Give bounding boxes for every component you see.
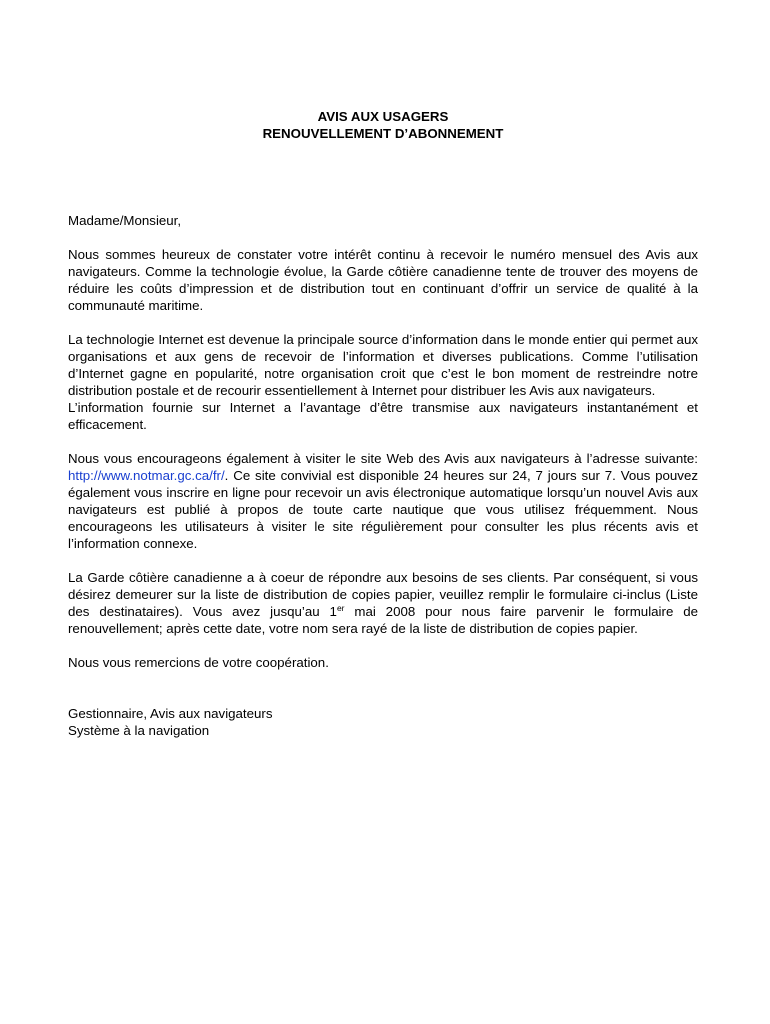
signature-department: Système à la navigation [68,723,210,738]
greeting: Madame/Monsieur, [68,213,182,228]
renewal-text-before: La Garde côtière canadienne a à coeur de répondre aux besoins de ses clients. Par conséquent, si vous désirez demeurer sur la liste de distribution de copies papier, veuillez remplir le formulaire ci-inclus (Liste des destinataires). Vous avez jusqu’au 1 [68,570,698,619]
signature-title: Gestionnaire, Avis aux navigateurs [68,706,273,721]
paragraph-internet-advantage: L’information fournie sur Internet a l’avantage d’être transmise aux navigateurs instantanément et efficacement. [68,400,698,432]
paragraph-thanks: Nous vous remercions de votre coopération. [68,655,329,670]
title-renewal: RENOUVELLEMENT D’ABONNEMENT [262,126,504,141]
paragraph-intro: Nous sommes heureux de constater votre intérêt continu à recevoir le numéro mensuel des Avis aux navigateurs. Comme la technologie évolue, la Garde côtière canadienne tente de trouver des moyens de réduire les coûts d’impression et de distribution tout en continuant d’offrir un service de qualité à la communauté maritime. [68,247,698,313]
website-text-before: Nous vous encourageons également à visiter le site Web des Avis aux navigateurs à l’adresse suivante: [68,451,698,466]
paragraph-internet-main: La technologie Internet est devenue la principale source d’information dans le monde entier qui permet aux organisations et aux gens de recevoir de l’information et diverses publications. Comme l’utilisation d’Internet gagne en popularité, notre organisation croit que c’est le bon moment de restreindre notre distribution postale et de recourir essentiellement à Internet pour distribuer les Avis aux navigateurs. [68,332,698,398]
notmar-website-link[interactable]: http://www.notmar.gc.ca/fr/ [68,468,225,483]
paragraph-renewal [68,569,698,637]
website-text-after: . Ce site convivial est disponible 24 heures sur 24, 7 jours sur 7. Vous pouvez également vous inscrire en ligne pour recevoir un avis électronique automatique lorsqu’un nouvel Avis aux navigateurs est publié à propos de toute carte nautique que vous utilisez fréquemment. Nous encourageons les utilisateurs à visiter le site régulièrement pour consulter les plus récents avis et l’information connexe. [68,468,698,551]
title-notice: AVIS AUX USAGERS [317,109,449,124]
letter-page [68,108,698,739]
ordinal-superscript: er [336,603,345,613]
signature-block [68,705,698,739]
paragraph-website [68,450,698,552]
paragraph-internet [68,331,698,433]
renewal-text-after: mai 2008 pour nous faire parvenir le formulaire de renouvellement; après cette date, votre nom sera rayé de la liste de distribution de copies papier. [68,604,698,636]
